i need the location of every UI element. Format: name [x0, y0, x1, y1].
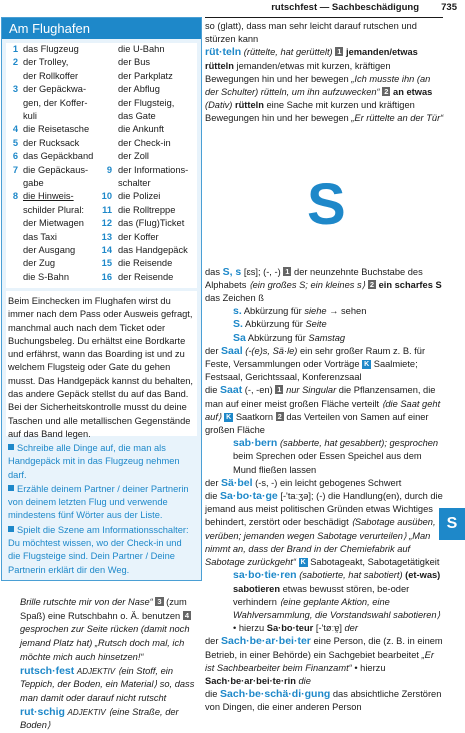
- vocab-number: 6: [12, 151, 18, 162]
- vocab-number: 13: [101, 231, 112, 242]
- vocab-list: [6, 43, 197, 288]
- vocab-term: der Zug: [23, 258, 56, 269]
- vocab-term: der Rollkoffer: [23, 70, 79, 81]
- vocab-term: der Ausgang: [23, 245, 76, 255]
- vocab-number: 3: [12, 84, 18, 95]
- vocab-number: 1: [12, 44, 18, 54]
- vocab-number: 15: [101, 258, 112, 269]
- vocab-term: das Gepäckband: [23, 151, 94, 162]
- entry-S: das S, s [ɛs]; (-, -) 1 der neunzehnte Buchstabe des Alphabets ⟨ein großes S; ein kleines s⟩ 2 ein scharfes S das Zeichen ß: [205, 265, 442, 304]
- vocab-number: 2: [12, 57, 18, 68]
- task-item: Spielt die Szene am Informationsschalter: Du möchtest wissen, wo der Check-in und die Flugsteige sind. Dein Partner / Deine Partnerin erklärt dir den Weg.: [8, 524, 189, 575]
- vocab-term: das Taxi: [23, 231, 57, 242]
- vocab-number: 12: [101, 218, 112, 229]
- entry-Sachbearbeiter: der Sach·be·ar·bei·ter eine Person, die (z. B. in einem Betrieb, in einer Behörde) ein Sachgebiet bearbeitet „Er ist Sachbearbeiter beim Finanzamt“ • hierzu Sach·be·ar·bei·te·rin die: [205, 635, 443, 686]
- info-box: [1, 17, 202, 581]
- entry-ruetteln: rüt·teln (rüttelte, hat gerüttelt) 1 jemanden/etwas rütteln jemanden/etwas mit kurzen, kräftigen Bewegungen hin und her bewegen „Ich musste ihn (an der Schulter) rütteln, um ihn aufzuwecken“ 2 an etwas (Dativ) rütteln eine Sache mit kurzen und kräftigen Bewegungen hin und her bewegen „Er rüttelte an der Tür“: [205, 46, 444, 124]
- vocab-term: der Bus: [118, 57, 151, 68]
- bullet-icon: [8, 485, 14, 491]
- bullet-icon: [8, 526, 14, 532]
- header-rule: [205, 17, 443, 18]
- vocab-number: 11: [102, 204, 112, 215]
- vocab-term: schilder Plural:: [23, 204, 84, 215]
- vocab-term: die Reisetasche: [23, 124, 90, 135]
- vocab-term: der Abflug: [118, 84, 160, 95]
- bullet-icon: [8, 444, 14, 450]
- entry-continuation: Brille rutschte mir von der Nase“ 3 (zum Spaß) eine Rutschbahn o. Ä. benutzen 4 gesprochen zur Seite rücken (damit noch jemand Platz hat) „Rutsch doch mal, ich möchte mich auch hinsetzen!“: [20, 597, 190, 662]
- vocab-term: der Zoll: [118, 151, 150, 162]
- vocab-term: der Trolley,: [23, 57, 69, 68]
- section-letter: S: [307, 172, 346, 237]
- vocab-term: der Flugsteig,: [118, 97, 175, 108]
- right-column-entries: [205, 20, 445, 715]
- vocab-number: 10: [101, 191, 112, 202]
- box-title: Am Flughafen: [2, 18, 201, 39]
- vocab-number: 16: [101, 271, 112, 282]
- vocab-term: der Rucksack: [23, 137, 80, 148]
- vocab-term: die S-Bahn: [23, 271, 69, 282]
- vocab-term: der Gepäckwa-: [23, 84, 87, 95]
- box-paragraph: Beim Einchecken im Flughafen wirst du immer nach dem Pass oder Ausweis gefragt, manchmal auch nach dem Ticket oder Buchungsbeleg. Du erhältst eine Bordkarte und erfährst, wann das Boarding ist und zu welchem Flugsteig oder Gate du gehen musst. Das Handgepäck kannst du behalten, das andere Gepäck stellst du auf das Band. Bei der Sicherheitskontrolle musst du deine Taschen und alle metallischen Gegenstände auf das Band legen.: [6, 291, 197, 436]
- task-item: Schreibe alle Dinge auf, die man als Handgepäck mit in das Flugzeug nehmen darf.: [8, 443, 180, 480]
- vocab-term: das Gate: [118, 111, 156, 121]
- left-column-entries: [20, 596, 203, 733]
- vocab-term: gen, der Koffer-: [23, 97, 88, 108]
- vocab-number: 4: [12, 124, 18, 135]
- entry-s: s. Abkürzung für siehe → sehen: [233, 305, 367, 318]
- vocab-term: der Check-in: [118, 137, 171, 148]
- running-title: rutschfest — Sachbeschädigung: [271, 2, 419, 13]
- page-number: 735: [441, 2, 457, 13]
- vocab-term: der Parkplatz: [118, 70, 173, 81]
- vocab-number: 7: [12, 164, 18, 175]
- entry-Sachbeschaedigung: die Sach·be·schä·di·gung das absichtliche Zerstören von Dingen, die einer anderen Person: [205, 688, 442, 713]
- entry-sabotieren: sa·bo·tie·ren (sabotierte, hat sabotiert) (et-was) sabotieren etwas bewusst stören, be-oder verhindern ⟨eine geplante Aktion, eine Wahlversammlung, die Vorstandswahl sabotieren⟩ • hierzu Sa·bo·teur [-'tøːɐ̯] der: [233, 569, 441, 634]
- page-header: [0, 0, 465, 17]
- vocab-term: das (Flug)Ticket: [118, 218, 185, 229]
- entry-S-abbr: S. Abkürzung für Seite: [233, 318, 327, 331]
- vocab-term: kuli: [23, 111, 37, 121]
- vocab-term: die Hinweis-: [23, 191, 74, 202]
- entry-rutschig: rut·schig ADJEKTIV ⟨eine Straße, der Boden⟩: [20, 705, 179, 731]
- vocab-term: die U-Bahn: [118, 44, 165, 54]
- entry-Sa: Sa Abkürzung für Samstag: [233, 331, 346, 344]
- vocab-term: die Gepäckaus-: [23, 164, 89, 175]
- entry-rutschfest: rutsch·fest ADJEKTIV ⟨ein Stoff, ein Teppich, der Boden, ein Material⟩ so, dass man damit oder darauf nicht rutscht: [20, 664, 195, 703]
- vocab-number: 14: [101, 245, 112, 255]
- vocab-term: der Reisende: [118, 271, 174, 282]
- vocab-term: der Informations-: [118, 164, 189, 175]
- vocab-term: der Mietwagen: [23, 218, 84, 229]
- vocab-term: die Rolltreppe: [118, 204, 176, 215]
- entry-Sabotage: die Sa·bo·ta·ge [-'taːʒə]; (-) die Handlung(en), durch die jemand aus meist politischen Gründen etwas Wichtiges behindert, zerstört oder beschädigt ⟨Sabotage ausüben, verüben; jemanden wegen Sabotage verurteilen⟩ „Man nimmt an, dass der Brand in der Chemiefabrik auf Sabotage zurückgeht“ K Sabotageakt, Sabotagetätigkeit: [205, 490, 443, 568]
- vocab-term: die Polizei: [118, 191, 161, 202]
- vocab-number: 9: [106, 164, 112, 175]
- vocab-term: die Reisende: [118, 258, 173, 269]
- entry-Saebel: der Sä·bel (-s, -) ein leicht gebogenes Schwert: [205, 476, 402, 489]
- vocab-term: der Koffer: [118, 231, 159, 242]
- vocab-number: 5: [12, 137, 18, 148]
- entry-Saat: die Saat (-, -en) 1 nur Singular die Pflanzensamen, die man auf einer meist großen Fläche verteilt ⟨die Saat geht auf⟩ K Saatkorn 2 das Verteilen von Samen auf einer großen Fläche: [205, 384, 441, 436]
- task-list: [6, 440, 197, 580]
- task-item: Erzähle deinem Partner / deiner Partnerin von deinem letzten Flug und verwende mindestens fünf Wörter aus der Liste.: [8, 483, 189, 521]
- vocab-number: 8: [12, 191, 18, 202]
- vocab-term: gabe: [23, 178, 44, 188]
- entry-continuation-right: so (glatt), dass man sehr leicht darauf rutschen und stürzen kann: [205, 21, 417, 45]
- vocab-term: schalter: [118, 178, 151, 188]
- vocab-term: das Handgepäck: [118, 245, 188, 255]
- vocab-term: das Flugzeug: [23, 44, 79, 54]
- entry-sabbern: sab·bern (sabberte, hat gesabbert); gesprochen beim Sprechen oder Essen Speichel aus dem Mund fließen lassen: [233, 437, 439, 475]
- thumb-index-tab[interactable]: S: [439, 508, 465, 540]
- entry-Saal: der Saal (-(e)s, Sä·le) ein sehr großer Raum z. B. für Feste, Versammlungen oder Vorträge K Saalmiete; Festsaal, Gerichtssaal, Konferenzsaal: [205, 344, 426, 383]
- vocab-term: die Ankunft: [118, 124, 165, 135]
